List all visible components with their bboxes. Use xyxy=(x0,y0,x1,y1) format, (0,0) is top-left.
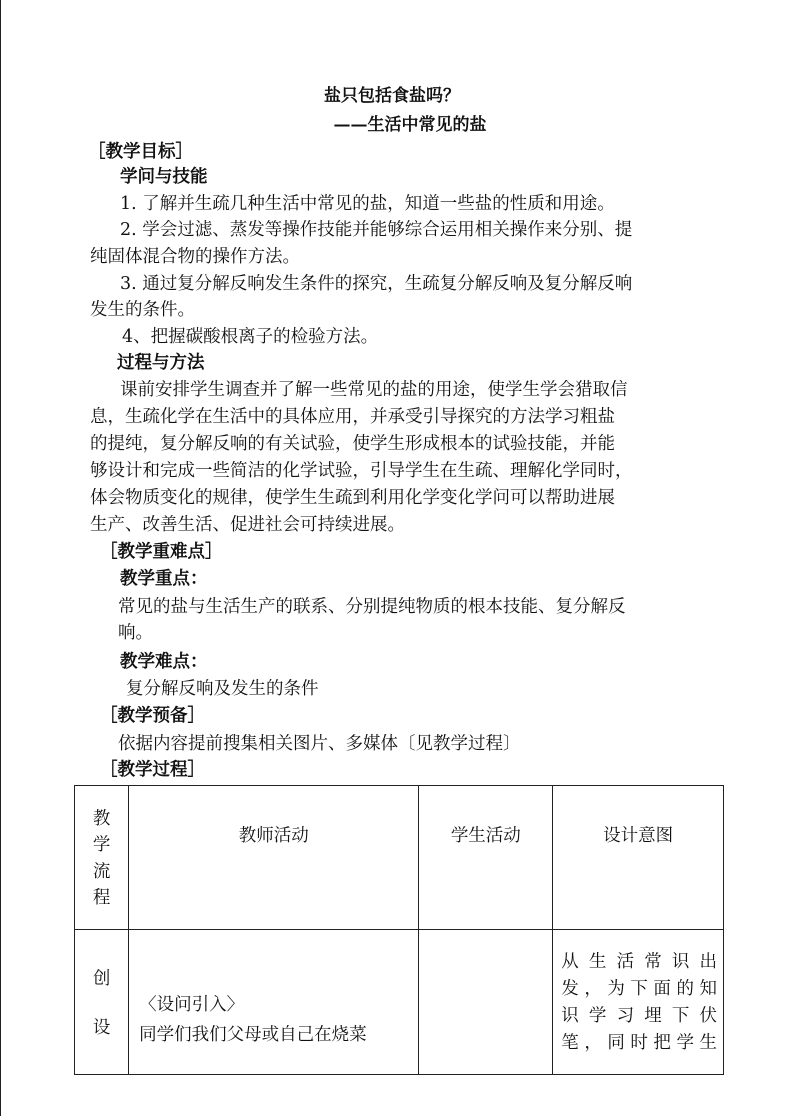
process-heading: 过程与方法 xyxy=(117,353,205,373)
knowledge-item: 1. 了解并生疏几种生活中常见的盐，知道一些盐的性质和用途。 xyxy=(120,194,615,214)
knowledge-item: 3. 通过复分解反响发生条件的探究，生疏复分解反响及复分解反响 xyxy=(120,274,633,294)
header-flow-char: 学 xyxy=(92,835,111,855)
knowledge-item: 4、把握碳酸根离子的检验方法。 xyxy=(122,327,379,347)
design-intent-cell xyxy=(553,930,724,1075)
intent-line: 从生活常识出 xyxy=(561,952,717,972)
document-title: 盐只包括食盐吗？ xyxy=(324,86,460,106)
table-row xyxy=(75,930,724,1075)
knowledge-item: 发生的条件。 xyxy=(90,300,195,320)
key-point-line: 常见的盐与生活生产的联系、分别提纯物质的根本技能、复分解反 xyxy=(118,597,626,617)
header-flow-char: 程 xyxy=(92,888,111,908)
intent-line: 笔，同时把学生 xyxy=(561,1033,717,1053)
teacher-line: 同学们我们父母或自己在烧菜 xyxy=(139,1025,367,1045)
document-subtitle: ——生活中常见的盐 xyxy=(333,115,487,135)
page-left-edge xyxy=(0,0,1,1116)
flow-char: 设 xyxy=(92,1018,111,1038)
process-line: 够设计和完成一些简洁的化学试验，引导学生在生疏、理解化学同时， xyxy=(90,461,633,481)
header-flow-char: 流 xyxy=(92,861,111,882)
process-line: 的提纯，复分解反响的有关试验，使学生形成根本的试验技能，并能 xyxy=(90,434,615,454)
header-teacher-activity: 教师活动 xyxy=(129,786,419,930)
teacher-activity-cell xyxy=(129,930,419,1075)
knowledge-heading: 学问与技能 xyxy=(120,167,208,187)
preparation-heading: ［教学预备］ xyxy=(100,706,205,726)
process-line: 息，生疏化学在生活中的具体应用，并承受引导探究的方法学习粗盐 xyxy=(90,407,615,427)
header-flow xyxy=(75,786,129,930)
key-difficult-heading: ［教学重难点］ xyxy=(100,542,223,562)
intent-line: 识学习埋下伏 xyxy=(561,1006,717,1026)
key-point-line: 响。 xyxy=(118,623,153,643)
objectives-heading: ［教学目标］ xyxy=(88,142,193,162)
key-point-label: 教学重点： xyxy=(120,569,208,589)
procedure-heading: ［教学过程］ xyxy=(100,760,205,780)
flow-cell xyxy=(75,930,129,1075)
header-flow-char: 教 xyxy=(92,808,111,829)
preparation-text: 依据内容提前搜集相关图片、多媒体〔见教学过程〕 xyxy=(118,734,521,754)
process-line: 体会物质变化的规律，使学生生疏到利用化学变化学问可以帮助进展 xyxy=(90,488,615,508)
procedure-table xyxy=(74,785,724,1075)
teacher-line: 〈设问引入〉 xyxy=(139,995,245,1015)
intent-line: 发，为下面的知 xyxy=(561,979,717,999)
header-student-activity: 学生活动 xyxy=(419,786,553,930)
student-activity-cell xyxy=(419,930,553,1075)
knowledge-item: 纯固体混合物的操作方法。 xyxy=(90,247,300,267)
knowledge-item: 2. 学会过滤、蒸发等操作技能并能够综合运用相关操作来分别、提 xyxy=(120,220,633,240)
table-header-row xyxy=(75,786,724,930)
header-design-intent: 设计意图 xyxy=(553,786,724,930)
process-line: 课前安排学生调查并了解一些常见的盐的用途，使学生学会猎取信 xyxy=(120,380,628,400)
flow-char: 创 xyxy=(92,969,111,989)
difficult-text: 复分解反响及发生的条件 xyxy=(126,679,319,699)
difficult-label: 教学难点： xyxy=(120,652,208,672)
process-line: 生产、改善生活、促进社会可持续进展。 xyxy=(90,515,405,535)
